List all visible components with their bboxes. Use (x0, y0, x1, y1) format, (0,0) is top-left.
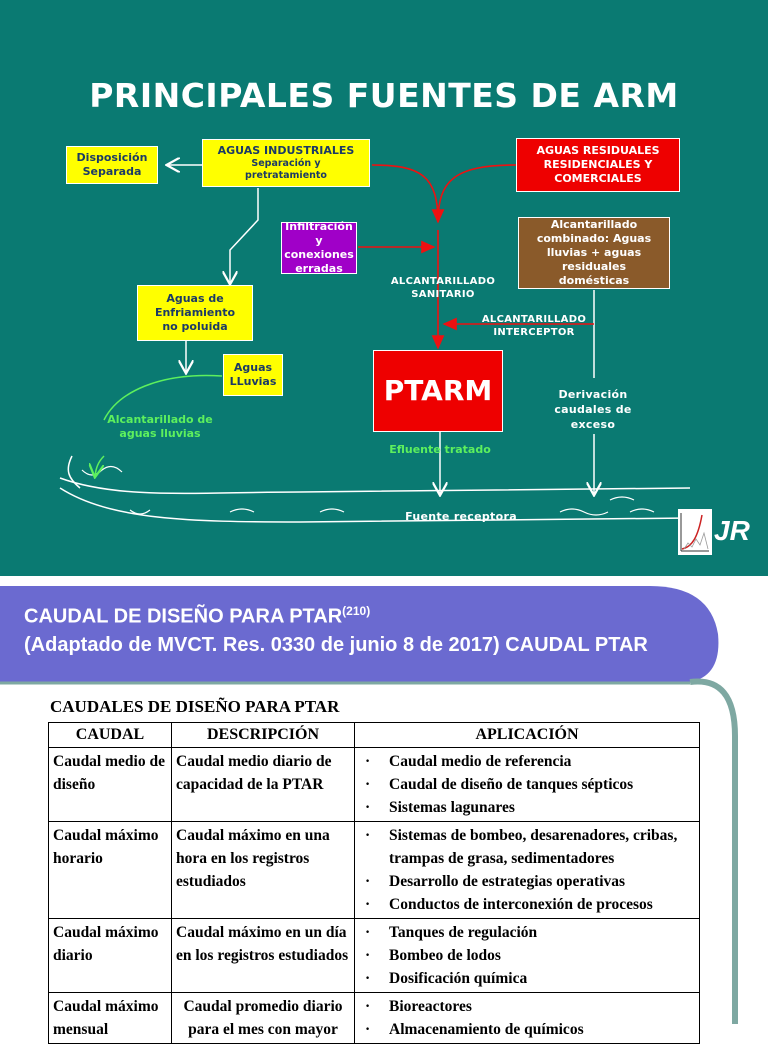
header-caudal: CAUDAL (49, 723, 172, 748)
cell-descripcion: Caudal máximo en una hora en los registros estudiados (172, 822, 355, 919)
alc-lluvias-label: Alcantarillado de aguas lluvias (107, 413, 213, 440)
header-descripcion: DESCRIPCIÓN (172, 723, 355, 748)
derivacion-label: Derivación caudales de exceso (554, 388, 632, 431)
cell-aplicacion (355, 993, 700, 1044)
slide2-heading-line1: CAUDAL DE DISEÑO PARA PTAR$^{(210)}$ (24, 604, 371, 628)
industriales-box (202, 139, 370, 187)
list-item: · Sistemas de bombeo, desarenadores, cribas, trampas de grasa, sedimentadores (359, 824, 695, 870)
table-header-row (49, 723, 700, 748)
cell-aplicacion (355, 748, 700, 822)
slide2-heading-line2: (Adaptado de MVCT. Res. 0330 de junio 8 de 2017) CAUDAL PTAR (24, 634, 648, 656)
caudales-table (48, 722, 700, 1044)
list-item: · Bombeo de lodos (359, 944, 695, 967)
cell-aplicacion (355, 919, 700, 993)
list-item: · Conductos de interconexión de procesos (359, 893, 695, 916)
enfriamiento-box: Aguas de Enfriamiento no poluida (137, 285, 253, 341)
fuente-label: Fuente receptora (405, 510, 517, 523)
table-row (49, 748, 700, 822)
table-title: CAUDALES DE DISEÑO PARA PTAR (50, 697, 340, 716)
cell-caudal: Caudal medio de diseño (49, 748, 172, 822)
list-item: · Caudal de diseño de tanques sépticos (359, 773, 695, 796)
lluvias-box: Aguas LLuvias (223, 354, 283, 396)
list-item: · Almacenamiento de químicos (359, 1018, 695, 1041)
cell-caudal: Caudal máximo diario (49, 919, 172, 993)
cell-aplicacion (355, 822, 700, 919)
industriales-sub: Separación y pretratamiento (245, 158, 327, 181)
table-row (49, 822, 700, 919)
slide-table (0, 576, 768, 1038)
ptarm-box: PTARM (373, 350, 503, 432)
list-item: · Caudal medio de referencia (359, 750, 695, 773)
table-row (49, 919, 700, 993)
cell-descripcion: Caudal medio diario de capacidad de la PTAR (172, 748, 355, 822)
residuales-box: AGUAS RESIDUALES RESIDENCIALES Y COMERCIALES (516, 138, 680, 192)
cell-caudal: Caudal máximo mensual (49, 993, 172, 1044)
list-item: · Tanques de regulación (359, 921, 695, 944)
heading-superscript: (210) (342, 604, 371, 618)
cell-caudal: Caudal máximo horario (49, 822, 172, 919)
jr-logo (678, 509, 750, 555)
list-item: · Sistemas lagunares (359, 796, 695, 819)
industriales-title: AGUAS INDUSTRIALES (217, 144, 355, 157)
efluente-label: Efluente tratado (389, 443, 491, 456)
diagram-title: PRINCIPALES FUENTES DE ARM (89, 76, 679, 115)
header-aplicacion: APLICACIÓN (355, 723, 700, 748)
cell-descripcion: Caudal promedio diario para el mes con mayor (172, 993, 355, 1044)
disposicion-box: Disposición Separada (66, 146, 158, 184)
list-item: · Bioreactores (359, 995, 695, 1018)
sanitario-label: ALCANTARILLADO SANITARIO (390, 276, 496, 300)
alcantarillado-combinado-box: Alcantarillado combinado: Aguas lluvias + aguas residuales domésticas (518, 217, 670, 289)
list-item: · Desarrollo de estrategias operativas (359, 870, 695, 893)
cell-descripcion: Caudal máximo en un día en los registros estudiados (172, 919, 355, 993)
list-item: · Dosificación química (359, 967, 695, 990)
interceptor-label: ALCANTARILLADO INTERCEPTOR (481, 314, 587, 338)
infiltracion-box: Infiltración y conexiones erradas (281, 222, 357, 274)
jr-logo-text: JR (714, 515, 750, 546)
table-row (49, 993, 700, 1044)
